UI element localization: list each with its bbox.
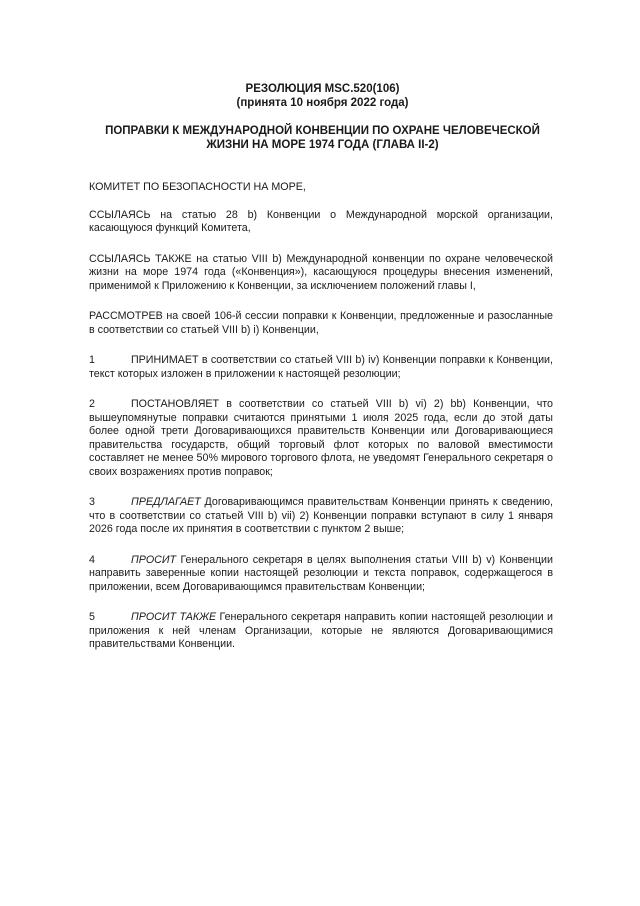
operative-keyword: ПРЕДЛАГАЕТ <box>131 496 201 508</box>
paragraph-number: 2 <box>89 398 95 410</box>
preamble-text: на статью 28 b) Конвенции о Международной морской организации, касающуюся функций Комитета, <box>89 208 553 234</box>
paragraph-number: 5 <box>89 611 95 623</box>
operative-keyword: ПРОСИТ ТАКЖЕ <box>131 611 217 623</box>
subject-line-1: ПОПРАВКИ К МЕЖДУНАРОДНОЙ КОНВЕНЦИИ ПО ОХРАНЕ ЧЕЛОВЕЧЕСКОЙ <box>105 125 540 137</box>
adoption-date: (принята 10 ноября 2022 года) <box>236 97 409 109</box>
operative-text: Генерального секретаря направить копии настоящей резолюции и приложения к ней членам Организации, которые не являются Договаривающимися правительствами Конвенции. <box>89 611 553 650</box>
preamble-paragraph <box>89 253 553 294</box>
operative-text: в соответствии со статьей VIII b) iv) Конвенции поправки к Конвенции, текст которых изложен в приложении к настоящей резолюции; <box>89 354 553 380</box>
operative-keyword: ПРОСИТ <box>131 553 177 566</box>
operative-keyword: ПРИНИМАЕТ <box>131 354 199 366</box>
operative-text: Договаривающимся правительствам Конвенции принять к сведению, что в соответствии со статьей VIII b) vii) 2) Конвенции поправки вступают в силу 1 января 2026 года после их принятия в соответствии с пунктом 2 выше; <box>89 496 553 535</box>
resolution-body <box>89 181 553 669</box>
preamble-text: на статью VIII b) Международной конвенции по охране человеческой жизни на море 1974 года («Конвенция»), касающуюся процедуры внесения изменений, применимой к Приложению к Конвенции, за исключением положений главы I, <box>89 252 553 292</box>
operative-paragraph <box>89 611 553 652</box>
operative-paragraph <box>89 354 553 381</box>
preamble-keyword: РАССМОТРЕВ <box>89 310 163 322</box>
preamble-paragraph <box>89 181 553 195</box>
paragraph-number: 1 <box>89 354 95 366</box>
preamble-keyword: ССЫЛАЯСЬ ТАКЖЕ <box>89 252 192 265</box>
paragraph-number: 3 <box>89 496 95 508</box>
operative-paragraph <box>89 496 553 537</box>
preamble-paragraph <box>89 209 553 236</box>
preamble-keyword: КОМИТЕТ ПО БЕЗОПАСНОСТИ НА МОРЕ, <box>89 181 306 193</box>
resolution-title: РЕЗОЛЮЦИЯ MSC.520(106) <box>245 83 400 95</box>
operative-text: в соответствии со статьей VIII b) vi) 2) bb) Конвенции, что вышеупомянутые поправки считаются принятыми 1 июля 2025 года, если до этой даты более одной трети Договаривающихся правительств Конвенции или Договаривающиеся правительства государств, общий торговый флот которых по валовой вместимости составляет не менее 50% мирового торгового флота, не уведомят Генерального секретаря о своих возражениях против поправок; <box>89 398 553 478</box>
paragraph-number: 4 <box>89 553 95 566</box>
preamble-paragraph <box>89 310 553 337</box>
resolution-header <box>80 82 565 152</box>
operative-paragraph <box>89 554 553 595</box>
operative-keyword: ПОСТАНОВЛЯЕТ <box>131 398 220 410</box>
operative-text: Генерального секретаря в целях выполнения статьи VIII b) v) Конвенции направить заверенные копии настоящей резолюции и текста поправок, содержащегося в приложении, всем Договаривающимся правительствам Конвенции; <box>89 553 553 593</box>
preamble-text: на своей 106-й сессии поправки к Конвенции, предложенные и разосланные в соответствии со статьей VIII b) i) Конвенции, <box>89 310 553 336</box>
subject-line-2: ЖИЗНИ НА МОРЕ 1974 ГОДА (ГЛАВА II-2) <box>206 139 439 151</box>
operative-paragraph <box>89 398 553 479</box>
preamble-keyword: ССЫЛАЯСЬ <box>89 208 151 221</box>
